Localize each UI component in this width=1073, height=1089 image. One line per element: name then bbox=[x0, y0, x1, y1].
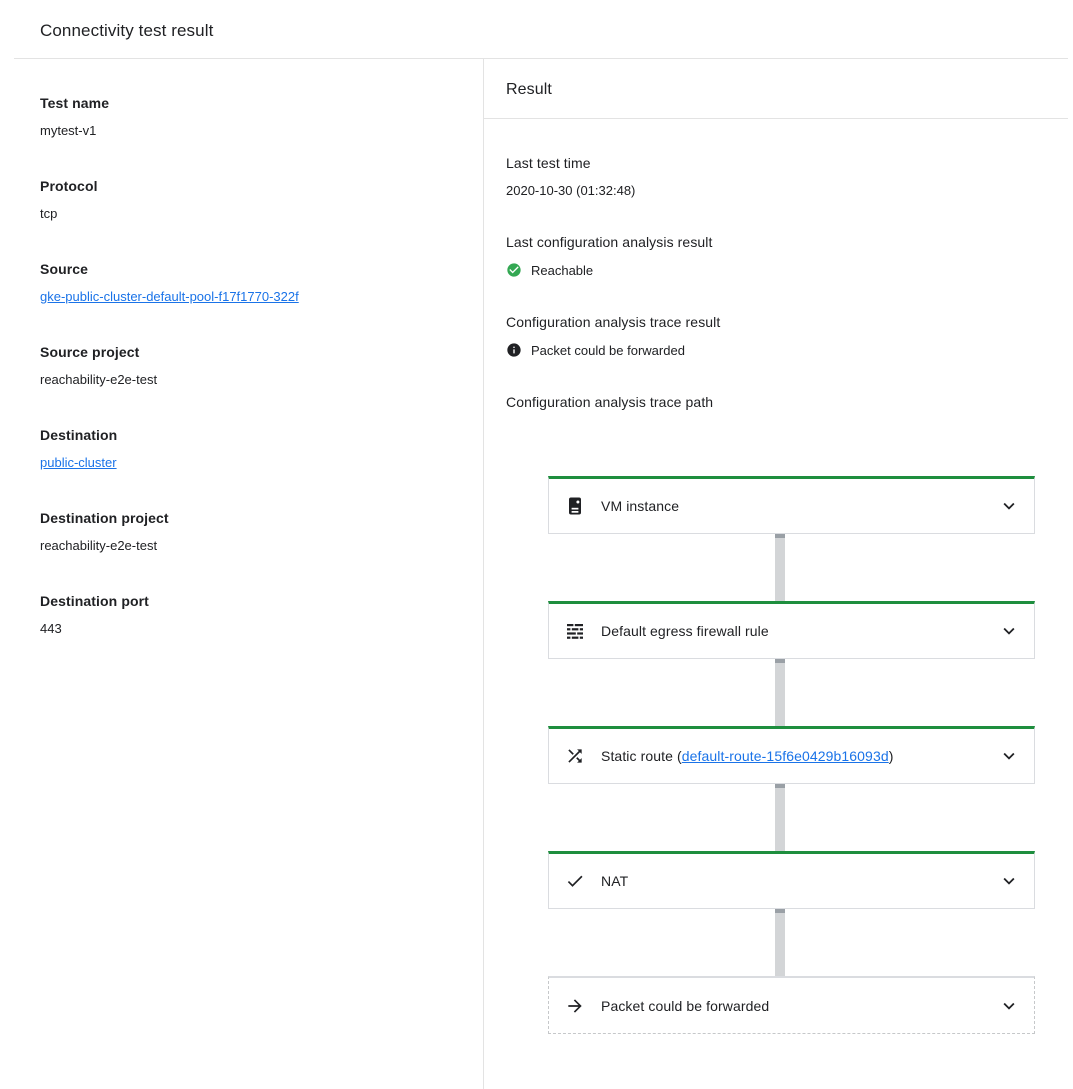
static-route-suffix: ) bbox=[888, 748, 894, 764]
field-label: Protocol bbox=[40, 178, 98, 194]
info-icon bbox=[506, 342, 522, 358]
field-destination-port bbox=[40, 593, 443, 636]
route-icon bbox=[565, 746, 585, 766]
field-label: Source project bbox=[40, 344, 140, 360]
check-circle-icon bbox=[506, 262, 522, 278]
chevron-down-icon[interactable] bbox=[998, 870, 1020, 892]
field-value: reachability-e2e-test bbox=[40, 372, 158, 387]
trace-connector bbox=[775, 784, 785, 851]
trace-result-label: Configuration analysis trace result bbox=[506, 314, 721, 330]
field-value: tcp bbox=[40, 206, 58, 221]
analysis-result-label: Last configuration analysis result bbox=[506, 234, 713, 250]
firewall-icon bbox=[565, 621, 585, 641]
trace-step-label bbox=[601, 748, 998, 764]
result-heading: Result bbox=[506, 81, 552, 98]
field-label: Destination project bbox=[40, 510, 169, 526]
chevron-down-icon[interactable] bbox=[998, 995, 1020, 1017]
field-test-name bbox=[40, 95, 443, 138]
trace-step-static-route[interactable] bbox=[548, 726, 1035, 784]
field-destination bbox=[40, 427, 443, 470]
trace-step-nat[interactable] bbox=[548, 851, 1035, 909]
trace-step-label: NAT bbox=[601, 873, 629, 889]
trace-result-value: Packet could be forwarded bbox=[531, 342, 685, 358]
trace-result-row bbox=[506, 342, 1073, 358]
chevron-down-icon[interactable] bbox=[998, 745, 1020, 767]
last-test-time-label: Last test time bbox=[506, 155, 591, 171]
field-label: Destination bbox=[40, 427, 118, 443]
field-source-project bbox=[40, 344, 443, 387]
static-route-prefix: Static route ( bbox=[601, 748, 682, 764]
trace-step-label: Packet could be forwarded bbox=[601, 997, 770, 1014]
trace-path bbox=[506, 476, 1073, 1074]
source-link[interactable]: gke-public-cluster-default-pool-f17f1770-322f bbox=[40, 289, 299, 304]
trace-step-packet-forwarded[interactable] bbox=[548, 976, 1035, 1034]
field-destination-project bbox=[40, 510, 443, 553]
trace-step-firewall-rule[interactable] bbox=[548, 601, 1035, 659]
page-title: Connectivity test result bbox=[40, 21, 214, 40]
field-value: reachability-e2e-test bbox=[40, 538, 158, 553]
trace-step-vm-instance[interactable] bbox=[548, 476, 1035, 534]
trace-connector bbox=[775, 909, 785, 976]
result-divider bbox=[484, 118, 1068, 119]
vm-instance-icon bbox=[565, 496, 585, 516]
field-label: Test name bbox=[40, 95, 110, 111]
static-route-link[interactable]: default-route-15f6e0429b16093d bbox=[681, 748, 889, 764]
field-protocol bbox=[40, 178, 443, 221]
trace-connector bbox=[775, 659, 785, 726]
trace-step-label: Default egress firewall rule bbox=[601, 623, 769, 639]
analysis-result-value: Reachable bbox=[531, 262, 594, 278]
arrow-right-icon bbox=[565, 996, 585, 1016]
field-value: 443 bbox=[40, 621, 62, 636]
test-details-panel bbox=[0, 59, 484, 1089]
check-icon bbox=[565, 871, 585, 891]
last-test-time-value: 2020-10-30 (01:32:48) bbox=[506, 183, 636, 198]
destination-link[interactable]: public-cluster bbox=[40, 455, 117, 470]
result-panel bbox=[484, 59, 1073, 1089]
field-label: Source bbox=[40, 261, 89, 277]
chevron-down-icon[interactable] bbox=[998, 495, 1020, 517]
trace-step-label: VM instance bbox=[601, 498, 680, 514]
trace-connector bbox=[775, 534, 785, 601]
field-source bbox=[40, 261, 443, 304]
analysis-result-row bbox=[506, 262, 1073, 278]
field-label: Destination port bbox=[40, 593, 149, 609]
field-value: mytest-v1 bbox=[40, 123, 97, 138]
chevron-down-icon[interactable] bbox=[998, 620, 1020, 642]
trace-path-label: Configuration analysis trace path bbox=[506, 394, 714, 410]
